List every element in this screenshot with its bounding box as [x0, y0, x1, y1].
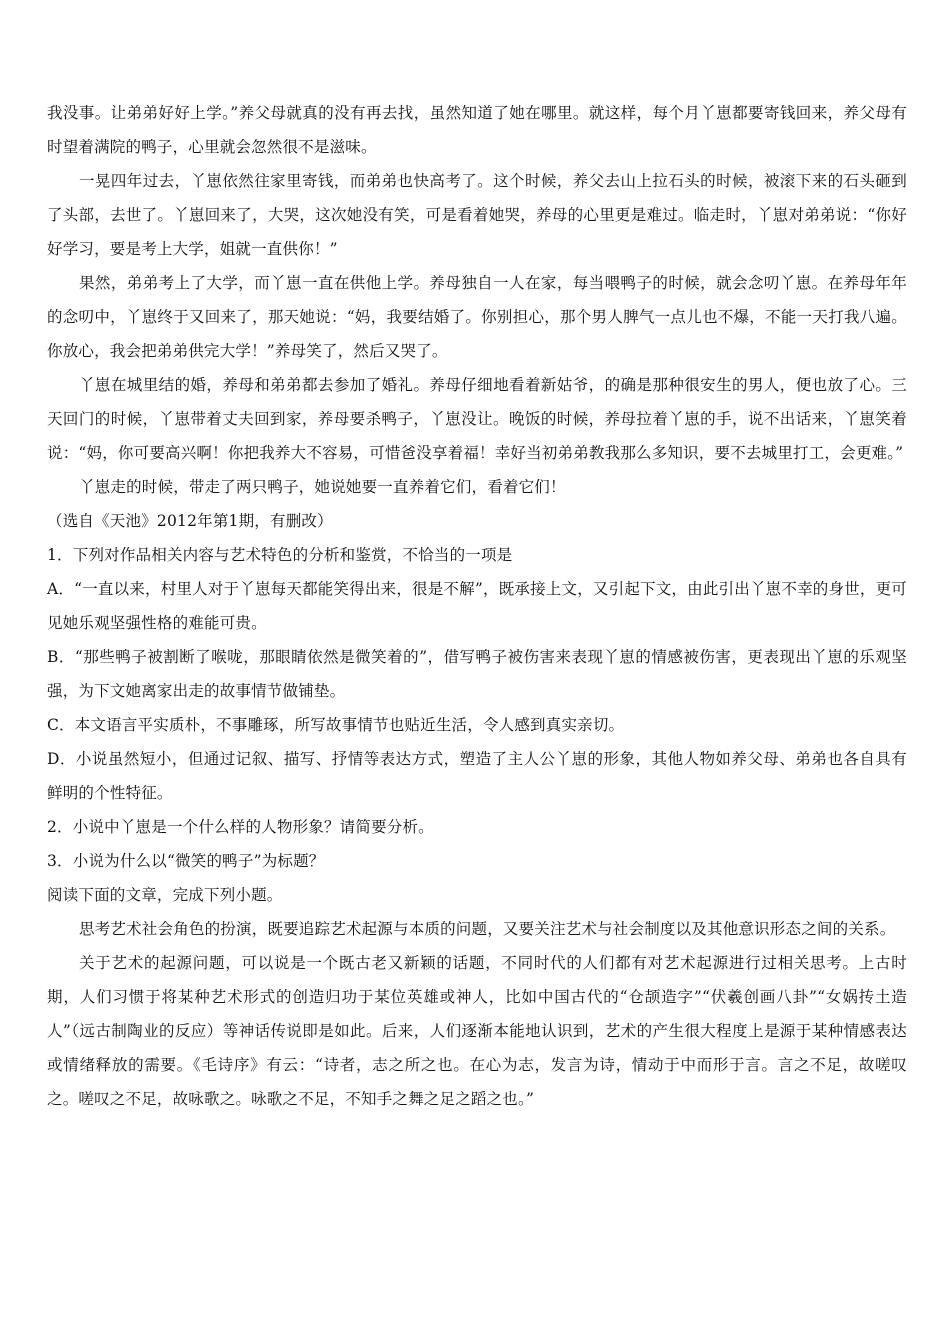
- essay-paragraph-1: 思考艺术社会角色的扮演，既要追踪艺术起源与本质的问题，又要关注艺术与社会制度以及其他意识形态之间的关系。: [79, 920, 896, 938]
- option-b: B．“那些鸭子被割断了喉咙，那眼睛依然是微笑着的”，借写鸭子被伤害来表现丫崽的情感被伤害，更表现出丫崽的乐观坚强，为下文她离家出走的故事情节做铺垫。: [47, 648, 907, 700]
- story-paragraph-2: 一晃四年过去，丫崽依然往家里寄钱，而弟弟也快高考了。这个时候，养父去山上拉石头的时候，被滚下来的石头砸到了头部，去世了。丫崽回来了，大哭，这次她没有笑，可是看着她哭，养母的心里更是难过。临走时，丫崽对弟弟说：“你好好学习，要是考上大学，姐就一直供你！”: [47, 172, 907, 258]
- option-c: C．本文语言平实质朴，不事雕琢，所写故事情节也贴近生活，令人感到真实亲切。: [47, 716, 625, 734]
- essay-paragraph-2: 关于艺术的起源问题，可以说是一个既古老又新颖的话题，不同时代的人们都有对艺术起源进行过相关思考。上古时期，人们习惯于将某种艺术形式的创造归功于某位英雄或神人，比如中国古代的“仓颉造字”“伏羲创画八卦”“女娲抟土造人”（远古制陶业的反应）等神话传说即是如此。后来，人们逐渐本能地认识到，艺术的产生很大程度上是源于某种情感表达或情绪释放的需要。《毛诗序》有云：“诗者，志之所之也。在心为志，发言为诗，情动于中而形于言。言之不足，故嗟叹之。嗟叹之不足，故咏歌之。咏歌之不足，不知手之舞之足之蹈之也。”: [47, 954, 907, 1108]
- option-a: A．“一直以来，村里人对于丫崽每天都能笑得出来，很是不解”，既承接上文，又引起下文，由此引出丫崽不幸的身世，更可见她乐观坚强性格的难能可贵。: [47, 580, 907, 632]
- option-d: D．小说虽然短小，但通过记叙、描写、抒情等表达方式，塑造了主人公丫崽的形象，其他人物如养父母、弟弟也各自具有鲜明的个性特征。: [47, 750, 907, 802]
- story-paragraph-4: 丫崽在城里结的婚，养母和弟弟都去参加了婚礼。养母仔细地看着新姑爷，的确是那种很安生的男人，便也放了心。三天回门的时候，丫崽带着丈夫回到家，养母要杀鸭子，丫崽没让。晚饭的时候，养母拉着丫崽的手，说不出话来，丫崽笑着说：“妈，你可要高兴啊！你把我养大不容易，可惜爸没享着福！幸好当初弟弟教我那么多知识，要不去城里打工，会更难。”: [47, 376, 907, 462]
- story-paragraph-3: 果然，弟弟考上了大学，而丫崽一直在供他上学。养母独自一人在家，每当喂鸭子的时候，就会念叨丫崽。在养母年年的念叨中，丫崽终于又回来了，那天她说：“妈，我要结婚了。你别担心，那个男人脾气一点儿也不爆，不能一天打我八遍。你放心，我会把弟弟供完大学！”养母笑了，然后又哭了。: [47, 274, 907, 360]
- document-page: [47, 96, 907, 1116]
- question-2: 2．小说中丫崽是一个什么样的人物形象？请简要分析。: [47, 818, 434, 836]
- reading-instruction: 阅读下面的文章，完成下列小题。: [47, 886, 283, 904]
- source-note: （选自《天池》2012年第1期，有删改）: [47, 512, 333, 530]
- question-3: 3．小说为什么以“微笑的鸭子”为标题？: [47, 852, 325, 870]
- story-paragraph-1: 我没事。让弟弟好好上学。”养父母就真的没有再去找，虽然知道了她在哪里。就这样，每个月丫崽都要寄钱回来，养父母有时望着满院的鸭子，心里就会忽然很不是滋味。: [47, 104, 907, 156]
- story-paragraph-5: 丫崽走的时候，带走了两只鸭子，她说她要一直养着它们，看着它们！: [79, 478, 566, 496]
- question-1: 1．下列对作品相关内容与艺术特色的分析和鉴赏，不恰当的一项是: [47, 546, 513, 564]
